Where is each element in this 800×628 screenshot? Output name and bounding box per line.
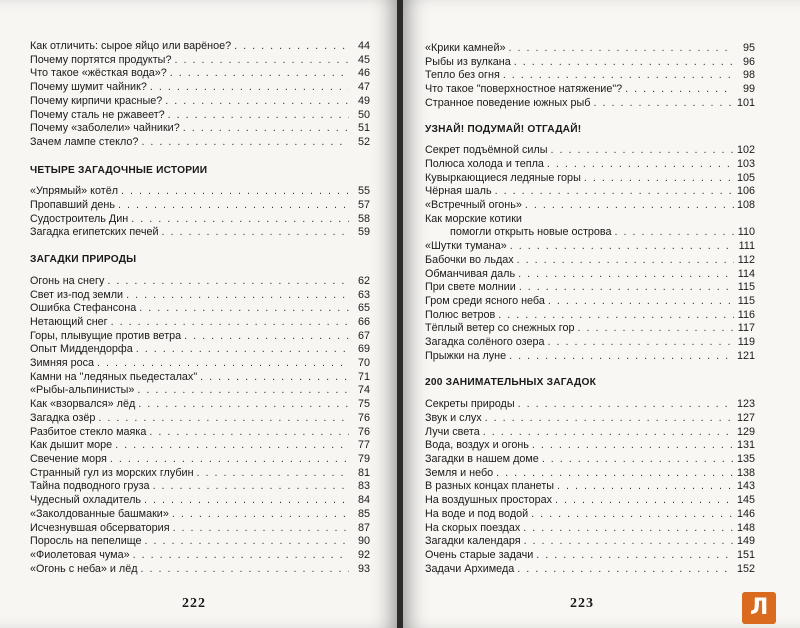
toc-entry-title: На скорых поездах [425,521,521,534]
toc-leader-dots [557,480,734,494]
toc-leader-dots [485,412,734,426]
toc-entry-title: Как отличить: сырое яйцо или варёное? [30,40,232,52]
toc-leader-dots [510,240,734,254]
toc-entry [425,336,755,350]
toc-entry-title: Пропавший день [30,199,115,212]
section-heading: 200 ЗАНИМАТЕЛЬНЫХ ЗАГАДОК [425,377,597,389]
toc-entry-title: Как дышит море [30,439,113,452]
toc-entry-page: 127 [736,411,755,424]
toc-entry [425,322,755,336]
toc-entry-page: 75 [357,398,370,411]
left-top-list [30,40,370,150]
toc-entry-page: 103 [736,157,755,170]
toc-entry [425,398,755,412]
toc-entry [425,439,755,453]
left-toc [30,40,370,576]
toc-leader-dots [162,226,350,240]
page-number-left: 222 [182,596,206,611]
book-gutter [397,0,403,628]
toc-entry-title: Почему сталь не ржавеет? [30,108,165,121]
toc-entry-page: 65 [357,302,370,315]
toc-entry-page: 87 [357,521,370,534]
toc-entry-page: 106 [736,185,755,198]
toc-entry [425,508,755,522]
toc-entry [425,535,755,549]
toc-entry-title: Странный гул из морских глубин [30,466,194,479]
toc-entry [425,199,755,213]
toc-entry [30,302,370,316]
toc-entry [30,563,370,577]
toc-entry-page: 123 [736,398,755,411]
toc-entry-page: 138 [736,466,755,479]
toc-entry [30,316,370,330]
toc-entry-title: Гром среди ясного неба [425,294,545,307]
toc-entry-title: В разных концах планеты [425,480,555,493]
toc-entry [30,467,370,481]
toc-entry-page: 110 [737,226,755,239]
toc-leader-dots [172,508,349,522]
toc-leader-dots [525,199,734,213]
toc-leader-dots [141,563,349,577]
toc-leader-dots [131,213,349,227]
toc-entry-title: Почему шумит чайник? [30,81,147,94]
toc-entry [425,158,755,172]
right-section1-list [425,144,755,363]
toc-leader-dots [577,322,734,336]
toc-entry-page: 119 [737,336,755,349]
toc-entry-title: Загадка озёр [30,411,96,424]
toc-entry-title: Огонь на снегу [30,274,105,287]
toc-entry-page: 115 [737,294,755,307]
toc-entry-title: Почему кирпичи красные? [30,94,163,107]
toc-entry [30,109,370,123]
toc-entry-title: Тёплый ветер со снежных гор [425,322,575,335]
toc-entry [30,453,370,467]
toc-entry-page: 50 [357,108,370,121]
toc-leader-dots [615,226,734,240]
toc-entry-page: 93 [357,562,370,575]
toc-entry-title: Очень старые задачи [425,548,534,561]
toc-entry-page: 47 [357,81,370,94]
toc-entry [425,549,755,563]
toc-entry-title: Почему «заболели» чайники? [30,122,180,135]
toc-entry-page: 115 [737,281,755,294]
toc-leader-dots [139,302,349,316]
toc-leader-dots [594,97,734,111]
toc-entry-page: 71 [357,370,370,383]
toc-entry-title: При свете молнии [425,281,516,294]
toc-leader-dots [503,69,734,83]
toc-entry [30,81,370,95]
toc-entry-page: 79 [357,452,370,465]
toc-entry-title: Обманчивая даль [425,267,516,280]
section-heading: ЧЕТЫРЕ ЗАГАДОЧНЫЕ ИСТОРИИ [30,164,208,176]
toc-entry-title: Секрет подъёмной силы [425,144,548,157]
right-toc [425,42,755,576]
toc-entry [425,426,755,440]
toc-entry-page: 135 [736,452,755,465]
toc-entry-page: 92 [357,548,370,561]
toc-leader-dots [141,136,349,150]
toc-entry-title: Загадка египетских печей [30,226,159,239]
toc-entry-page: 63 [357,288,370,301]
toc-entry [30,226,370,240]
left-section2-list [30,275,370,576]
toc-entry-page: 49 [357,94,370,107]
toc-entry-page: 77 [357,439,370,452]
toc-entry [30,213,370,227]
toc-entry-title: Разбитое стекло маяка [30,425,147,438]
toc-leader-dots [126,289,349,303]
toc-entry-title: Лучи света [425,425,480,438]
toc-leader-dots [138,398,349,412]
toc-entry-title: Вода, воздух и огонь [425,439,529,452]
toc-entry [30,330,370,344]
toc-entry-page: 117 [737,322,755,335]
toc-entry [30,549,370,563]
toc-entry [30,343,370,357]
toc-leader-dots [625,83,734,97]
toc-entry-title: Загадки в нашем доме [425,452,539,465]
toc-entry-title: Что такое "поверхностное натяжение"? [425,83,623,96]
toc-entry-title: Поросль на пепелище [30,535,142,548]
toc-entry-title: помогли открыть новые острова [450,226,612,239]
toc-leader-dots [555,494,734,508]
toc-entry-page: 57 [357,199,370,212]
toc-entry-page: 44 [357,40,370,52]
toc-entry-title: На воздушных просторах [425,494,552,507]
right-section2-list [425,398,755,576]
toc-leader-dots [111,316,349,330]
toc-leader-dots [536,549,734,563]
toc-entry-page: 45 [357,53,370,66]
toc-entry-title: Бабочки во льдах [425,253,514,266]
toc-leader-dots [174,54,349,68]
toc-entry [30,95,370,109]
toc-entry [30,535,370,549]
toc-leader-dots [144,494,349,508]
toc-entry-page: 74 [357,384,370,397]
toc-entry-page: 129 [736,425,755,438]
toc-entry-title: Задачи Архимеда [425,562,515,575]
toc-entry [425,281,755,295]
toc-leader-dots [168,109,349,123]
toc-leader-dots [183,122,349,136]
toc-leader-dots [509,350,734,364]
toc-entry [425,144,755,158]
section-heading: УЗНАЙ! ПОДУМАЙ! ОТГАДАЙ! [425,123,582,135]
toc-entry-title: Судостроитель Дин [30,212,129,225]
toc-leader-dots [150,81,349,95]
toc-entry [30,412,370,426]
toc-entry [425,226,755,240]
toc-leader-dots [170,67,349,81]
toc-entry-title: «Встречный огонь» [425,199,522,212]
toc-entry-title: На воде и под водой [425,507,529,520]
toc-entry-title: Нетающий снег [30,315,108,328]
toc-entry [425,563,755,577]
toc-entry-title: Как «взорвался» лёд [30,398,136,411]
toc-entry-title: Полюса холода и тепла [425,157,544,170]
toc-entry [30,384,370,398]
logo-glyph: Л [750,595,769,620]
toc-entry [425,350,755,364]
toc-entry-page: 121 [736,349,755,362]
toc-entry-page: 69 [357,343,370,356]
toc-entry [30,508,370,522]
toc-entry-title: Почему портятся продукты? [30,53,172,66]
toc-leader-dots [483,426,734,440]
toc-entry-page: 102 [736,144,755,157]
toc-leader-dots [508,42,734,56]
toc-entry-page: 98 [742,69,755,82]
toc-leader-dots [518,398,734,412]
toc-leader-dots [498,309,734,323]
toc-entry [425,56,755,70]
toc-entry [425,268,755,282]
toc-entry [425,42,755,56]
toc-entry-title: Тепло без огня [425,69,500,82]
toc-entry-page: 116 [737,308,755,321]
toc-leader-dots [149,426,349,440]
toc-leader-dots [547,158,734,172]
left-section1-list [30,185,370,240]
toc-entry-title: Камни на "ледяных пьедесталах" [30,370,198,383]
toc-entry-title: «Огонь с неба» и лёд [30,562,138,575]
toc-entry-title: «Крики камней» [425,42,506,54]
toc-entry-page: 52 [357,135,370,148]
toc-leader-dots [532,439,734,453]
toc-leader-dots [524,535,734,549]
toc-leader-dots [517,563,734,577]
toc-leader-dots [107,275,349,289]
toc-entry-page: 62 [357,274,370,287]
toc-entry [425,254,755,268]
toc-leader-dots [115,439,349,453]
toc-entry-title: «Упрямый» котёл [30,185,119,198]
toc-entry-page: 148 [736,521,755,534]
toc-entry [30,371,370,385]
toc-entry [30,494,370,508]
toc-entry-page: 58 [357,212,370,225]
toc-entry-page: 105 [736,171,755,184]
toc-entry [425,69,755,83]
toc-entry-page: 111 [738,240,755,253]
toc-leader-dots [137,384,349,398]
toc-entry-title: «Шутки тумана» [425,240,507,253]
toc-entry-title: Свет из-под земли [30,288,124,301]
toc-leader-dots [133,549,349,563]
toc-entry [425,453,755,467]
toc-leader-dots [165,95,349,109]
toc-entry [425,97,755,111]
toc-entry-page: 143 [736,480,755,493]
toc-entry [30,426,370,440]
toc-entry-title: Загадка солёного озера [425,336,545,349]
toc-entry-page: 70 [357,357,370,370]
toc-entry-page: 66 [357,315,370,328]
toc-entry-page: 85 [357,507,370,520]
toc-leader-dots [519,281,734,295]
toc-leader-dots [548,336,735,350]
toc-entry [425,412,755,426]
toc-entry-page: 152 [736,562,755,575]
toc-entry-page: 95 [742,42,755,54]
toc-entry-title: «Фиолетовая чума» [30,548,130,561]
toc-entry-title: Рыбы из вулкана [425,55,511,68]
toc-entry [425,480,755,494]
toc-entry-page: 145 [736,494,755,507]
toc-entry [425,295,755,309]
toc-leader-dots [136,343,349,357]
toc-leader-dots [184,330,349,344]
toc-entry-title: Свечение моря [30,452,107,465]
toc-entry-page: 67 [357,329,370,342]
toc-entry-title: Земля и небо [425,466,494,479]
toc-entry-title: Зачем лампе стекло? [30,135,139,148]
section-heading: ЗАГАДКИ ПРИРОДЫ [30,254,137,266]
toc-entry-page: 114 [737,267,755,280]
toc-leader-dots [153,480,349,494]
toc-entry [30,199,370,213]
toc-entry-page: 112 [737,253,755,266]
toc-entry-page: 84 [357,494,370,507]
toc-entry [30,122,370,136]
toc-entry [425,494,755,508]
toc-leader-dots [110,453,349,467]
toc-entry-page: 55 [357,185,370,198]
toc-entry-page: 83 [357,480,370,493]
toc-leader-dots [495,185,734,199]
toc-leader-dots [584,172,734,186]
toc-leader-dots [173,522,349,536]
toc-leader-dots [121,185,349,199]
publisher-logo [742,592,776,624]
toc-entry [425,213,755,227]
toc-entry-page: 51 [357,122,370,135]
toc-entry-title: Тайна подводного груза [30,480,150,493]
toc-entry [30,67,370,81]
toc-entry-title: Полюс ветров [425,308,496,321]
toc-entry-title: Горы, плывущие против ветра [30,329,182,342]
toc-entry-page: 146 [736,507,755,520]
toc-entry [425,83,755,97]
toc-entry-title: «Заколдованные башмаки» [30,507,169,520]
toc-entry [30,54,370,68]
toc-entry-title: «Рыбы-альпинисты» [30,384,135,397]
toc-entry-page: 76 [357,411,370,424]
toc-entry [425,467,755,481]
toc-leader-dots [523,522,734,536]
toc-entry-title: Кувыркающиеся ледяные горы [425,171,581,184]
toc-entry-page: 90 [357,535,370,548]
toc-entry-page: 99 [742,83,755,96]
toc-entry [30,522,370,536]
toc-leader-dots [197,467,349,481]
toc-entry [425,240,755,254]
toc-entry [30,439,370,453]
toc-entry-page: 76 [357,425,370,438]
toc-entry-page: 96 [742,55,755,68]
toc-entry-title: Зимняя роса [30,357,95,370]
toc-leader-dots [97,357,349,371]
toc-entry [425,185,755,199]
toc-entry-page: 108 [736,199,755,212]
toc-leader-dots [118,199,349,213]
right-page [400,0,800,628]
toc-leader-dots [548,295,734,309]
toc-entry [425,522,755,536]
toc-leader-dots [550,144,734,158]
toc-entry [30,40,370,54]
toc-entry-title: Загадки календаря [425,535,521,548]
toc-entry-page: 101 [736,96,755,109]
toc-entry-title: Прыжки на луне [425,349,507,362]
toc-leader-dots [98,412,349,426]
toc-entry-title: Ошибка Стефансона [30,302,137,315]
toc-entry-page: 149 [736,535,755,548]
toc-entry-page: 131 [736,439,755,452]
toc-entry [425,172,755,186]
toc-entry-title: Чудесный охладитель [30,494,142,507]
toc-entry [30,289,370,303]
toc-entry [30,275,370,289]
toc-entry [425,309,755,323]
toc-leader-dots [531,508,734,522]
toc-entry-title: Исчезнувшая обсерватория [30,521,170,534]
toc-leader-dots [234,40,349,54]
toc-entry-title: Звук и слух [425,411,482,424]
right-top-list [425,42,755,111]
toc-leader-dots [200,371,349,385]
toc-entry-page: 59 [357,226,370,239]
toc-entry [30,398,370,412]
toc-entry-page: 46 [357,67,370,80]
toc-entry-page: 151 [736,548,755,561]
toc-leader-dots [517,254,734,268]
toc-entry-title: Секреты природы [425,398,515,411]
toc-entry-title: Странное поведение южных рыб [425,96,591,109]
toc-leader-dots [518,268,734,282]
toc-entry [30,136,370,150]
toc-entry-title: Что такое «жёсткая вода»? [30,67,167,80]
toc-entry-page: 81 [357,466,370,479]
toc-entry [30,357,370,371]
page-number-right: 223 [570,596,594,611]
toc-leader-dots [145,535,349,549]
toc-leader-dots [514,56,734,70]
toc-entry-title: Опыт Миддендорфа [30,343,133,356]
toc-leader-dots [496,467,734,481]
toc-leader-dots [542,453,734,467]
toc-entry-title: Как морские котики [425,212,522,225]
toc-entry [30,185,370,199]
toc-entry-title: Чёрная шаль [425,185,492,198]
toc-entry [30,480,370,494]
